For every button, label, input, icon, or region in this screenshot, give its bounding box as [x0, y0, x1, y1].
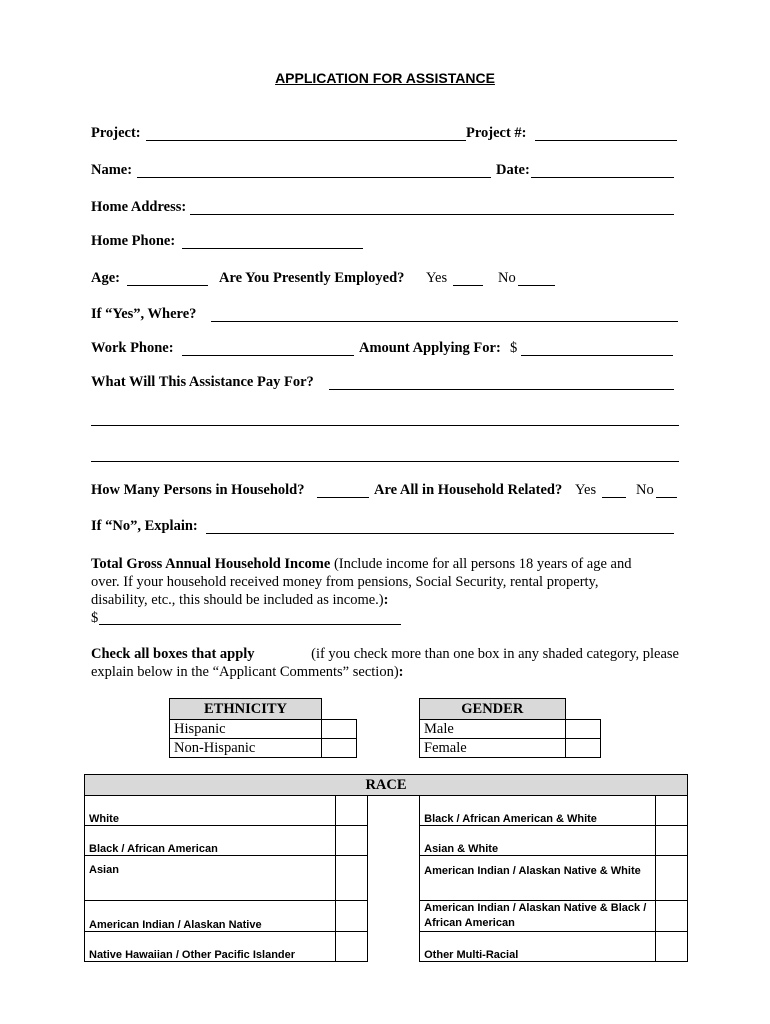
income-paragraph [91, 555, 691, 627]
pay-for-line-2[interactable] [91, 425, 679, 426]
race-option-other-multi: Other Multi-Racial [420, 932, 656, 962]
amount-applying-field[interactable] [521, 355, 673, 356]
project-number-label: Project #: [466, 125, 527, 141]
race-option-native-hawaiian: Native Hawaiian / Other Pacific Islander [85, 932, 336, 962]
date-field[interactable] [531, 177, 674, 178]
race-option-am-indian-white: American Indian / Alaskan Native & White [420, 856, 656, 901]
home-address-label: Home Address: [91, 199, 187, 215]
income-colon: : [383, 592, 389, 608]
home-phone-label: Home Phone: [91, 233, 176, 249]
amount-dollar-sign: $ [510, 340, 518, 356]
race-option-asian: Asian [85, 856, 336, 901]
age-field[interactable] [127, 285, 208, 286]
race-am-indian-checkbox[interactable] [336, 901, 368, 932]
ethnicity-header: ETHNICITY [170, 699, 322, 720]
gender-male-checkbox[interactable] [565, 720, 600, 739]
project-field[interactable] [146, 140, 466, 141]
employed-label: Are You Presently Employed? [219, 270, 405, 286]
ethnicity-non-hispanic-checkbox[interactable] [322, 739, 357, 758]
race-option-asian-white: Asian & White [420, 826, 656, 856]
race-am-indian-black-checkbox[interactable] [655, 901, 687, 932]
if-yes-where-label: If “Yes”, Where? [91, 306, 197, 322]
gender-female-checkbox[interactable] [565, 739, 600, 758]
check-label: Check all boxes that apply [91, 646, 255, 662]
check-text-2: explain below in the “Applicant Comments” section) [91, 664, 399, 680]
date-label: Date: [496, 162, 530, 178]
income-label: Total Gross Annual Household Income [91, 556, 331, 572]
employed-yes-field[interactable] [453, 285, 483, 286]
home-address-field[interactable] [190, 214, 674, 215]
related-yes-label: Yes [575, 482, 597, 498]
employed-no-field[interactable] [518, 285, 555, 286]
name-label: Name: [91, 162, 133, 178]
ethnicity-hispanic-checkbox[interactable] [322, 720, 357, 739]
related-no-label: No [636, 482, 654, 498]
gender-option-female: Female [420, 739, 566, 758]
related-yes-field[interactable] [602, 497, 626, 498]
work-phone-label: Work Phone: [91, 340, 174, 356]
project-label: Project: [91, 125, 141, 141]
check-text-1: (if you check more than one box in any shaded category, please [311, 646, 679, 662]
if-yes-where-field[interactable] [211, 321, 678, 322]
all-related-label: Are All in Household Related? [374, 482, 563, 498]
employed-no-label: No [498, 270, 516, 286]
persons-household-label: How Many Persons in Household? [91, 482, 305, 498]
amount-applying-label: Amount Applying For: [359, 340, 501, 356]
if-no-explain-field[interactable] [206, 533, 674, 534]
pay-for-label: What Will This Assistance Pay For? [91, 374, 314, 390]
income-dollar-sign: $ [91, 610, 99, 626]
employed-yes-label: Yes [426, 270, 448, 286]
race-option-black-white: Black / African American & White [420, 796, 656, 826]
race-asian-white-checkbox[interactable] [655, 826, 687, 856]
race-other-multi-checkbox[interactable] [655, 932, 687, 962]
race-option-am-indian-black: American Indian / Alaskan Native & Black / African American [420, 901, 656, 932]
race-table [84, 774, 688, 962]
if-no-explain-label: If “No”, Explain: [91, 518, 198, 534]
race-am-indian-white-checkbox[interactable] [655, 856, 687, 901]
work-phone-field[interactable] [182, 355, 354, 356]
gender-header: GENDER [420, 699, 566, 720]
gender-option-male: Male [420, 720, 566, 739]
related-no-field[interactable] [656, 497, 677, 498]
name-field[interactable] [137, 177, 491, 178]
race-black-checkbox[interactable] [336, 826, 368, 856]
ethnicity-option-hispanic: Hispanic [170, 720, 322, 739]
race-header: RACE [85, 775, 688, 796]
ethnicity-option-non-hispanic: Non-Hispanic [170, 739, 322, 758]
ethnicity-table [169, 698, 357, 758]
gender-table [419, 698, 601, 758]
income-field[interactable] [99, 624, 401, 625]
income-text-2: over. If your household received money from pensions, Social Security, rental property, [91, 574, 599, 590]
check-colon: : [398, 664, 404, 680]
race-black-white-checkbox[interactable] [655, 796, 687, 826]
income-text-1: (Include income for all persons 18 years of age and [333, 556, 632, 572]
income-text-3: disability, etc., this should be included as income.) [91, 592, 384, 608]
age-label: Age: [91, 270, 120, 286]
check-paragraph [91, 645, 679, 681]
form-title: APPLICATION FOR ASSISTANCE [275, 70, 495, 86]
race-option-black: Black / African American [85, 826, 336, 856]
race-option-white: White [85, 796, 336, 826]
pay-for-field[interactable] [329, 389, 674, 390]
pay-for-line-3[interactable] [91, 461, 679, 462]
persons-household-field[interactable] [317, 497, 369, 498]
race-white-checkbox[interactable] [336, 796, 368, 826]
project-number-field[interactable] [535, 140, 677, 141]
race-native-hawaiian-checkbox[interactable] [336, 932, 368, 962]
home-phone-field[interactable] [182, 248, 363, 249]
race-option-am-indian: American Indian / Alaskan Native [85, 901, 336, 932]
race-asian-checkbox[interactable] [336, 856, 368, 901]
